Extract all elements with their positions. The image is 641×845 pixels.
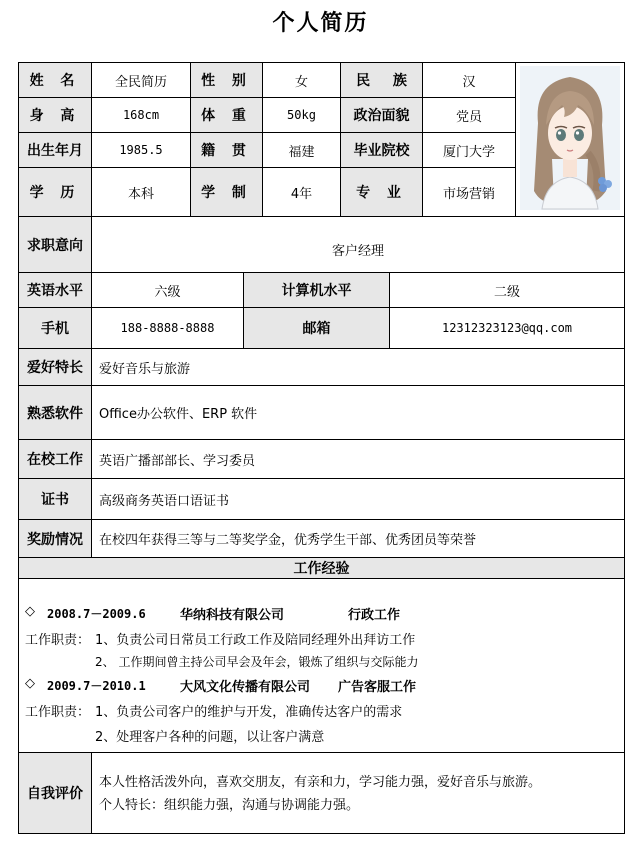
political-label: 政治面貌 [341, 98, 423, 133]
job-1-company: 华纳科技有限公司 [180, 608, 285, 623]
campus-work-value: 英语广播部部长、学习委员 [92, 440, 624, 479]
job-1-duty-1: 1、负责公司日常员工行政工作及陪同经理外出拜访工作 [95, 633, 416, 648]
job-2-duty-1: 1、负责公司客户的维护与开发，准确传达客户的需求 [95, 705, 403, 720]
english-label: 英语水平 [19, 273, 92, 308]
phone-label: 手机 [19, 308, 92, 349]
job-2-company: 大风文化传播有限公司 [180, 680, 311, 695]
birth-label: 出生年月 [19, 133, 92, 168]
intent-label: 求职意向 [19, 217, 92, 273]
duration-label: 学 制 [191, 168, 263, 217]
job-2-period: 2009.7－2010.1 [47, 679, 146, 693]
computer-value: 二级 [390, 273, 624, 308]
hobby-label: 爱好特长 [19, 349, 92, 386]
job-2-duties-label: 工作职责： [25, 705, 91, 720]
email-label: 邮箱 [244, 308, 390, 349]
job-1-position: 行政工作 [348, 608, 401, 623]
resume-table [18, 62, 625, 834]
education-label: 学 历 [19, 168, 92, 217]
job-1-bullet: ◇ [25, 604, 35, 619]
certificate-label: 证书 [19, 479, 92, 520]
page-title: 个人简历 [272, 11, 369, 36]
school-label: 毕业院校 [341, 133, 423, 168]
school-value: 厦门大学 [423, 133, 516, 168]
weight-label: 体 重 [191, 98, 263, 133]
self-evaluation-line-1: 本人性格活泼外向，喜欢交朋友，有亲和力，学习能力强，爱好音乐与旅游。 [99, 775, 542, 790]
native-value: 福建 [263, 133, 341, 168]
self-evaluation-line-2: 个人特长：组织能力强，沟通与协调能力强。 [99, 798, 360, 813]
awards-label: 奖励情况 [19, 520, 92, 558]
computer-label: 计算机水平 [244, 273, 390, 308]
ethnicity-value: 汉 [423, 63, 516, 98]
self-evaluation-label: 自我评价 [19, 753, 92, 833]
political-value: 党员 [423, 98, 516, 133]
name-value: 全民简历 [92, 63, 191, 98]
job-2-bullet: ◇ [25, 676, 35, 691]
job-1-duty-2: 2、 工作期间曾主持公司早会及年会，锻炼了组织与交际能力 [95, 655, 419, 669]
hobby-value: 爱好音乐与旅游 [92, 349, 624, 386]
name-label: 姓 名 [19, 63, 92, 98]
intent-value: 客户经理 [92, 217, 624, 273]
job-2-position: 广告客服工作 [338, 680, 417, 695]
work-experience-section [19, 579, 624, 753]
ethnicity-label: 民 族 [341, 63, 423, 98]
self-evaluation-text [92, 753, 624, 833]
gender-label: 性 别 [191, 63, 263, 98]
phone-value: 188-8888-8888 [92, 308, 244, 349]
software-value: Office办公软件、ERP 软件 [92, 386, 624, 440]
profile-photo [516, 63, 624, 217]
major-label: 专 业 [341, 168, 423, 217]
english-value: 六级 [92, 273, 244, 308]
gender-value: 女 [263, 63, 341, 98]
job-2-duty-2: 2、处理客户各种的问题，以让客户满意 [95, 730, 325, 745]
job-1-period: 2008.7－2009.6 [47, 607, 146, 621]
weight-value: 50kg [263, 98, 341, 133]
work-experience-header: 工作经验 [19, 558, 624, 579]
avatar-illustration [516, 63, 624, 216]
education-value: 本科 [92, 168, 191, 217]
birth-value: 1985.5 [92, 133, 191, 168]
campus-work-label: 在校工作 [19, 440, 92, 479]
major-value: 市场营销 [423, 168, 516, 217]
height-value: 168cm [92, 98, 191, 133]
native-label: 籍 贯 [191, 133, 263, 168]
job-1-duties-label: 工作职责： [25, 633, 91, 648]
awards-value: 在校四年获得三等与二等奖学金，优秀学生干部、优秀团员等荣誉 [92, 520, 624, 558]
duration-value: 4年 [263, 168, 341, 217]
software-label: 熟悉软件 [19, 386, 92, 440]
height-label: 身 高 [19, 98, 92, 133]
email-value: 12312323123@qq.com [390, 308, 624, 349]
certificate-value: 高级商务英语口语证书 [92, 479, 624, 520]
